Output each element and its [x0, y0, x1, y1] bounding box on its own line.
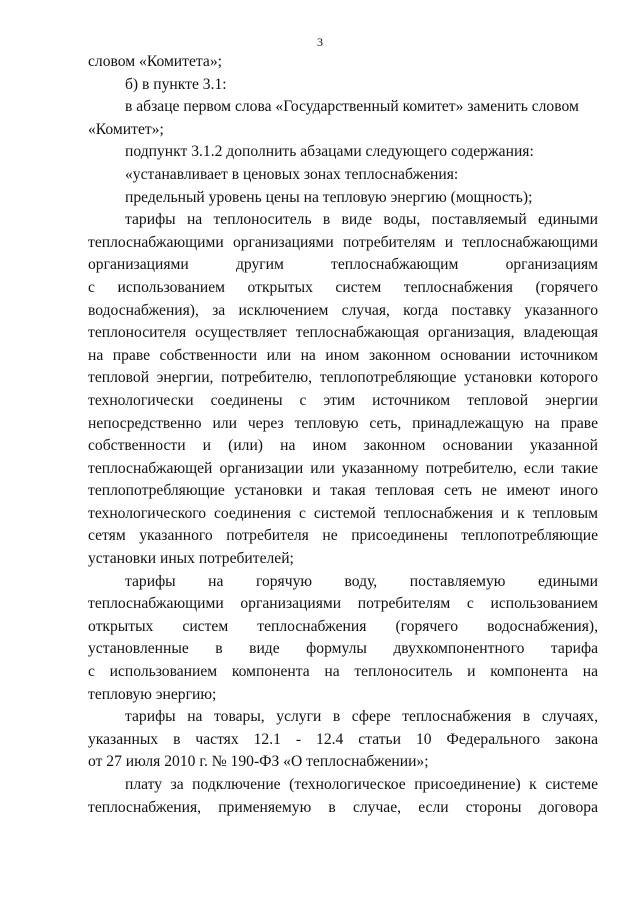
text-line: непосредственно или через тепловую сеть, принадлежащую на праве: [88, 414, 598, 432]
text-line: теплоснабжения, применяемую в случае, если стороны договора: [88, 798, 598, 816]
text-line: на праве собственности или на ином законном основании источником: [88, 346, 598, 364]
text-line: теплоснабжающими организациями потребителям и теплоснабжающими: [88, 233, 598, 251]
text-line: технологически соединены с этим источником тепловой энергии: [88, 391, 598, 409]
text-line: теплоносителя осуществляет теплоснабжающая организация, владеющая: [88, 324, 598, 342]
text-line: с использованием компонента на теплоноситель и компонента на: [88, 663, 598, 681]
text-line: подпункт 3.1.2 дополнить абзацами следующего содержания:: [125, 143, 534, 161]
text-line: открытых систем теплоснабжения (горячего водоснабжения),: [88, 617, 598, 635]
text-line: организациями другим теплоснабжающим организациям: [88, 256, 598, 274]
text-line: тепловую энергию;: [88, 685, 217, 703]
text-line: установленные в виде формулы двухкомпонентного тарифа: [88, 640, 598, 658]
text-line: «Комитет»;: [88, 120, 164, 138]
text-line: от 27 июля 2010 г. № 190-ФЗ «О теплоснабжении»;: [88, 753, 429, 771]
text-line: теплоснабжающей организации или указанному потребителю, если такие: [88, 459, 598, 477]
text-line: в абзаце первом слова «Государственный комитет» заменить словом: [125, 98, 579, 116]
text-line: установки иных потребителей;: [88, 550, 294, 568]
page-number: 3: [317, 35, 323, 49]
text-line: водоснабжения), за исключением случая, когда поставку указанного: [88, 301, 598, 319]
text-line: сетям указанного потребителя не присоединены теплопотребляющие: [88, 527, 598, 545]
text-line: тарифы на товары, услуги в сфере теплоснабжения в случаях,: [125, 708, 598, 726]
text-line: предельный уровень цены на тепловую энергию (мощность);: [125, 188, 533, 206]
text-line: с использованием открытых систем теплоснабжения (горячего: [88, 278, 598, 296]
text-line: плату за подключение (технологическое присоединение) к системе: [125, 776, 598, 793]
text-line: тепловой энергии, потребителю, теплопотребляющие установки которого: [88, 369, 598, 387]
text-line: собственности и (или) на ином законном основании указанной: [88, 437, 598, 455]
document-body: [88, 51, 598, 819]
text-line: теплоснабжающими организациями потребителям с использованием: [88, 595, 598, 613]
text-line: технологического соединения с системой теплоснабжения и к тепловым: [88, 504, 598, 522]
text-line: словом «Комитета»;: [88, 53, 222, 70]
text-line: теплопотребляющие установки и такая тепловая сеть не имеют иного: [88, 482, 598, 500]
text-line: указанных в частях 12.1 - 12.4 статьи 10 Федерального закона: [88, 730, 598, 748]
text-line: б) в пункте 3.1:: [125, 75, 227, 93]
text-line: «устанавливает в ценовых зонах теплоснабжения:: [125, 165, 459, 183]
text-line: тарифы на теплоноситель в виде воды, поставляемый едиными: [125, 211, 598, 229]
text-line: тарифы на горячую воду, поставляемую едиными: [125, 572, 598, 590]
